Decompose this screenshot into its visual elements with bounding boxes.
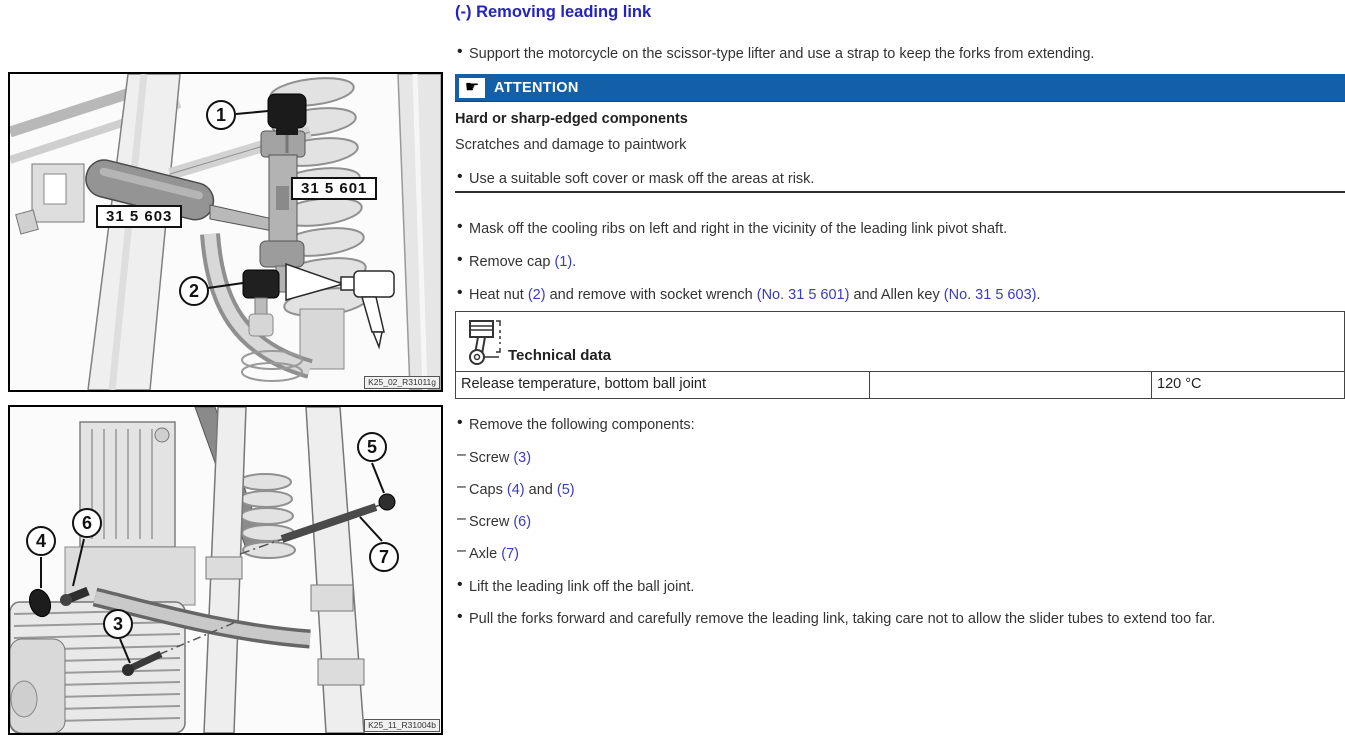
step-text: Screw — [469, 514, 514, 530]
callout-ref-7[interactable]: (7) — [501, 546, 519, 562]
step-text: Remove the following components: — [469, 417, 695, 433]
step-text: Use a suitable soft cover or mask off the areas at risk. — [469, 171, 815, 187]
step-remove-cap — [455, 251, 577, 270]
attention-label: ATTENTION — [494, 79, 579, 96]
figure2-callout-3: 3 — [103, 609, 133, 639]
callout-ref-1[interactable]: (1) — [554, 254, 573, 270]
attention-divider — [455, 191, 1345, 193]
piston-icon — [465, 318, 503, 366]
callout-ref-2[interactable]: (2) — [527, 287, 546, 303]
figure2-code: K25_11_R31004b — [364, 719, 440, 732]
dash-marker: – — [457, 478, 466, 495]
step-text: Axle — [469, 546, 502, 562]
figure2-callout-7: 7 — [369, 542, 399, 572]
figure2-callout-6: 6 — [72, 508, 102, 538]
figure2-callout-4: 4 — [26, 526, 56, 556]
step-support-motorcycle — [455, 43, 1095, 62]
tech-property-cell: Release temperature, bottom ball joint — [456, 372, 870, 398]
tool-ref-31-5-601[interactable]: (No. 31 5 601) — [756, 287, 850, 303]
step-text: . — [572, 254, 577, 270]
procedure-content — [455, 0, 1345, 744]
tech-value-cell: 120 °C — [1157, 376, 1202, 392]
step-text: and — [524, 482, 557, 498]
bullet-marker: • — [457, 43, 463, 60]
pointing-hand-icon: ☛ — [459, 78, 485, 98]
step-text: Heat nut — [469, 287, 528, 303]
step-lift-leading-link — [455, 576, 695, 595]
technical-data-box — [455, 311, 1345, 399]
callout-ref-4[interactable]: (4) — [506, 482, 525, 498]
step-heat-nut — [455, 284, 1041, 303]
substep-screw-3 — [455, 446, 532, 466]
technical-data-title: Technical data — [508, 347, 612, 364]
dash-marker: – — [457, 510, 466, 527]
figure-leading-link-components — [8, 405, 443, 735]
step-text: Support the motorcycle on the scissor-type lifter and use a strap to keep the forks from extending. — [469, 46, 1095, 62]
bullet-marker: • — [457, 414, 463, 431]
figure2-callout-5: 5 — [357, 432, 387, 462]
step-mask-cooling-ribs — [455, 218, 1008, 237]
tool-label-allen-key: 31 5 603 — [96, 205, 182, 228]
figure-leading-link-nut — [8, 72, 443, 392]
substep-axle-7 — [455, 542, 519, 562]
technical-data-row — [456, 372, 1344, 398]
dash-marker: – — [457, 542, 466, 559]
tool-label-socket-wrench: 31 5 601 — [291, 177, 377, 200]
tech-spec-cell — [870, 372, 1152, 398]
step-pull-forks — [455, 608, 1216, 627]
substep-caps-4-5 — [455, 478, 575, 498]
figure1-callout-1: 1 — [206, 100, 236, 130]
bullet-marker: • — [457, 218, 463, 235]
step-text: . — [1036, 287, 1041, 303]
tool-ref-31-5-603[interactable]: (No. 31 5 603) — [943, 287, 1037, 303]
figure1-callout-2: 2 — [179, 276, 209, 306]
step-text: Remove cap — [469, 254, 555, 270]
step-text: and Allen key — [849, 287, 944, 303]
callout-ref-5[interactable]: (5) — [556, 482, 575, 498]
step-text: Pull the forks forward and carefully remove the leading link, taking care not to allow the slider tubes to extend too far. — [469, 611, 1216, 627]
step-text: Lift the leading link off the ball joint. — [469, 579, 695, 595]
attention-banner — [455, 74, 1345, 102]
step-remove-components — [455, 414, 695, 433]
step-soft-cover — [455, 168, 815, 187]
step-text: Mask off the cooling ribs on left and right in the vicinity of the leading link pivot shaft. — [469, 221, 1008, 237]
page-title: (-) Removing leading link — [455, 3, 652, 21]
step-text: and remove with socket wrench — [545, 287, 757, 303]
bullet-marker: • — [457, 608, 463, 625]
callout-ref-6[interactable]: (6) — [513, 514, 532, 530]
bullet-marker: • — [457, 168, 463, 185]
bullet-marker: • — [457, 576, 463, 593]
technical-data-header — [456, 312, 1344, 372]
figure1-code: K25_02_R31011g — [364, 376, 440, 389]
step-text: Caps — [469, 482, 507, 498]
bullet-marker: • — [457, 284, 463, 301]
step-text: Screw — [469, 450, 514, 466]
substep-screw-6 — [455, 510, 532, 530]
bullet-marker: • — [457, 251, 463, 268]
dash-marker: – — [457, 446, 466, 463]
attention-hazard: Hard or sharp-edged components — [455, 111, 688, 127]
callout-ref-3[interactable]: (3) — [513, 450, 532, 466]
attention-consequence: Scratches and damage to paintwork — [455, 137, 687, 153]
